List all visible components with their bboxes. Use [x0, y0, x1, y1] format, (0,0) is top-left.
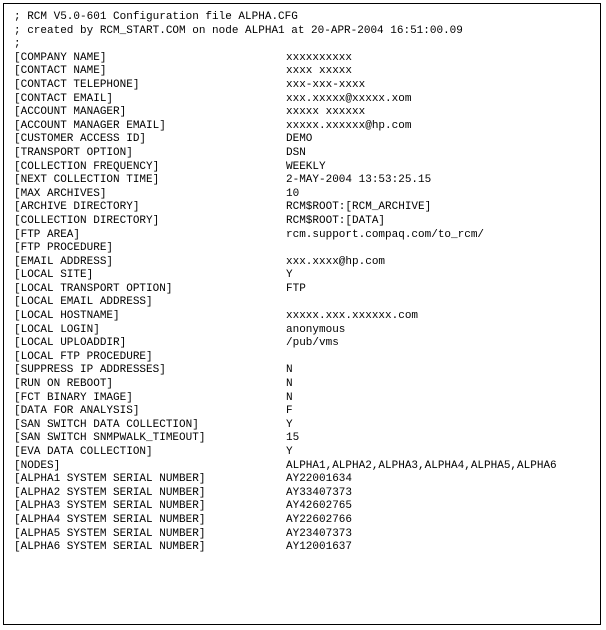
config-entry-row — [14, 52, 557, 66]
config-value: RCM$ROOT:[DATA] — [286, 214, 386, 227]
config-value: 2-MAY-2004 13:53:25.15 — [286, 174, 432, 187]
config-key: [LOCAL UPLOADDIR] — [14, 337, 127, 350]
config-entry-row — [14, 446, 557, 460]
config-entry-row — [14, 283, 557, 297]
header-comment-line: ; RCM V5.0-601 Configuration file ALPHA.CFG — [14, 11, 298, 23]
config-key: [COLLECTION DIRECTORY] — [14, 214, 160, 227]
config-value: DEMO — [286, 133, 313, 146]
config-value: RCM$ROOT:[RCM_ARCHIVE] — [286, 201, 432, 214]
config-value: xxxxx xxxxxx — [286, 106, 366, 119]
config-value: anonymous — [286, 323, 346, 336]
config-entry-row — [14, 106, 557, 120]
config-key: [DATA FOR ANALYSIS] — [14, 405, 140, 418]
config-key: [LOCAL FTP PROCEDURE] — [14, 350, 153, 363]
config-value: AY42602765 — [286, 500, 353, 513]
config-value: N — [286, 364, 293, 377]
config-entry-row — [14, 351, 557, 365]
config-entry-row — [14, 79, 557, 93]
config-value: xxxx xxxxx — [286, 65, 353, 78]
config-entry-row — [14, 242, 557, 256]
config-entry-row — [14, 161, 557, 175]
config-entry-row — [14, 541, 557, 555]
config-value: Y — [286, 269, 293, 282]
config-value: FTP — [286, 282, 306, 295]
config-value: F — [286, 405, 293, 418]
config-key: [COMPANY NAME] — [14, 51, 107, 64]
config-entry-row — [14, 392, 557, 406]
config-entry-row — [14, 296, 557, 310]
config-key: [EMAIL ADDRESS] — [14, 255, 114, 268]
config-key: [LOCAL SITE] — [14, 269, 94, 282]
config-key: [NEXT COLLECTION TIME] — [14, 174, 160, 187]
config-entry-row — [14, 364, 557, 378]
config-value: WEEKLY — [286, 160, 326, 173]
config-key: [ACCOUNT MANAGER EMAIL] — [14, 119, 166, 132]
config-entry-row — [14, 269, 557, 283]
config-key: [ARCHIVE DIRECTORY] — [14, 201, 140, 214]
config-value: Y — [286, 446, 293, 458]
config-entry-row — [14, 310, 557, 324]
config-value: AY12001637 — [286, 541, 353, 554]
config-value: xxxxxxxxxx — [286, 51, 353, 64]
config-entry-row — [14, 188, 557, 202]
config-value: N — [286, 378, 293, 391]
config-key: [ALPHA6 SYSTEM SERIAL NUMBER] — [14, 541, 206, 554]
config-value: xxx-xxx-xxxx — [286, 78, 366, 91]
document-frame — [3, 3, 601, 625]
config-entry-row — [14, 405, 557, 419]
config-entry-row — [14, 500, 557, 514]
config-entry-row — [14, 147, 557, 161]
config-entries — [14, 52, 557, 555]
config-entry-row — [14, 93, 557, 107]
config-key: [NODES] — [14, 459, 61, 472]
header-comment-line: ; created by RCM_START.COM on node ALPHA1 at 20-APR-2004 16:51:00.09 — [14, 24, 463, 37]
config-key: [CONTACT TELEPHONE] — [14, 78, 140, 91]
config-key: [ALPHA3 SYSTEM SERIAL NUMBER] — [14, 500, 206, 513]
config-value: DSN — [286, 146, 306, 159]
config-key: [TRANSPORT OPTION] — [14, 146, 133, 159]
header-comment-line: ; — [14, 38, 21, 51]
config-entry-row — [14, 460, 557, 474]
config-key: [EVA DATA COLLECTION] — [14, 446, 153, 458]
config-entry-row — [14, 528, 557, 542]
config-entry-row — [14, 65, 557, 79]
config-entry-row — [14, 215, 557, 229]
config-entry-row — [14, 378, 557, 392]
config-key: [LOCAL TRANSPORT OPTION] — [14, 282, 173, 295]
config-key: [FTP AREA] — [14, 228, 81, 241]
config-entry-row — [14, 174, 557, 188]
config-key: [CONTACT EMAIL] — [14, 92, 114, 105]
config-value: AY22602766 — [286, 513, 353, 526]
config-key: [RUN ON REBOOT] — [14, 378, 114, 391]
config-key: [COLLECTION FREQUENCY] — [14, 160, 160, 173]
config-key: [MAX ARCHIVES] — [14, 187, 107, 200]
config-key: [LOCAL HOSTNAME] — [14, 310, 120, 323]
config-file-listing — [14, 11, 557, 555]
config-entry-row — [14, 120, 557, 134]
config-key: [SAN SWITCH SNMPWALK_TIMEOUT] — [14, 432, 206, 445]
config-value: 10 — [286, 187, 300, 200]
config-value: N — [286, 391, 293, 404]
config-key: [ALPHA4 SYSTEM SERIAL NUMBER] — [14, 513, 206, 526]
config-entry-row — [14, 432, 557, 446]
config-value: AY22001634 — [286, 473, 353, 486]
config-key: [LOCAL EMAIL ADDRESS] — [14, 296, 153, 309]
config-key: [ALPHA1 SYSTEM SERIAL NUMBER] — [14, 473, 206, 486]
config-entry-row — [14, 514, 557, 528]
config-key: [FCT BINARY IMAGE] — [14, 391, 133, 404]
config-value: /pub/vms — [286, 337, 339, 350]
config-entry-row — [14, 229, 557, 243]
config-entry-row — [14, 201, 557, 215]
config-value: xxxxx.xxx.xxxxxx.com — [286, 310, 419, 323]
config-entry-row — [14, 133, 557, 147]
config-entry-row — [14, 256, 557, 270]
config-value: ALPHA1,ALPHA2,ALPHA3,ALPHA4,ALPHA5,ALPHA6 — [286, 459, 557, 472]
config-value: rcm.support.compaq.com/to_rcm/ — [286, 228, 485, 241]
config-key: [CUSTOMER ACCESS ID] — [14, 133, 147, 146]
config-key: [ALPHA5 SYSTEM SERIAL NUMBER] — [14, 527, 206, 540]
config-key: [SAN SWITCH DATA COLLECTION] — [14, 418, 199, 431]
config-value: AY23407373 — [286, 527, 353, 540]
config-key: [LOCAL LOGIN] — [14, 323, 100, 336]
config-value: xxxxx.xxxxxx@hp.com — [286, 119, 412, 132]
config-entry-row — [14, 324, 557, 338]
config-key: [ALPHA2 SYSTEM SERIAL NUMBER] — [14, 486, 206, 499]
config-entry-row — [14, 487, 557, 501]
config-value: 15 — [286, 432, 300, 445]
config-entry-row — [14, 337, 557, 351]
config-entry-row — [14, 473, 557, 487]
config-value: Y — [286, 418, 293, 431]
config-value: AY33407373 — [286, 486, 353, 499]
config-value: xxx.xxxxx@xxxxx.xom — [286, 92, 412, 105]
config-entry-row — [14, 419, 557, 433]
config-key: [FTP PROCEDURE] — [14, 242, 114, 255]
config-value: xxx.xxxx@hp.com — [286, 255, 386, 268]
config-key: [ACCOUNT MANAGER] — [14, 106, 127, 119]
config-key: [CONTACT NAME] — [14, 65, 107, 78]
config-key: [SUPPRESS IP ADDRESSES] — [14, 364, 166, 377]
